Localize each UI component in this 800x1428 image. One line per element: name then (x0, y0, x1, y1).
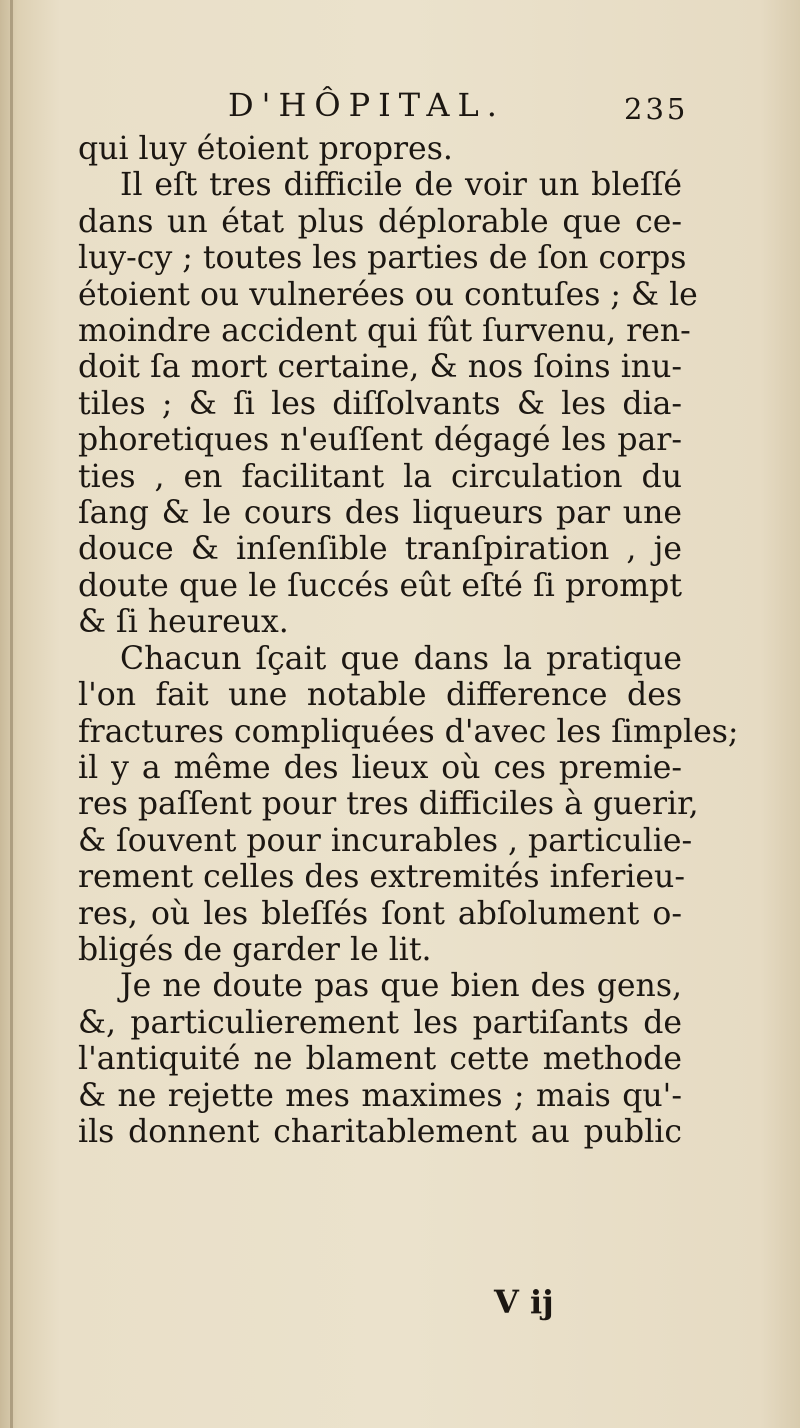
text-line: ties , en facilitant la circulation du (78, 458, 682, 495)
text-line: l'on fait une notable difference des (78, 677, 682, 714)
gutter-edge (10, 0, 13, 1428)
text-line: tiles ; & ſi les diſſolvants & les dia- (78, 385, 682, 422)
text-line: ſang & le cours des liqueurs par une (78, 495, 682, 532)
text-line: bligés de garder le lit. (78, 931, 432, 968)
text-line: l'antiquité ne blament cette methode (78, 1041, 682, 1078)
text-line: phoretiques n'euſſent dégagé les par- (78, 422, 682, 459)
text-line: moindre accident qui fût ſurvenu, ren- (78, 313, 691, 350)
page-header (0, 86, 800, 136)
text-line: douce & inſenſible tranſpiration , je (78, 531, 682, 568)
text-line: rement celles des extremités inferieu- (78, 859, 685, 896)
body-text (78, 131, 739, 1150)
signature-mark: V ij (494, 1283, 554, 1321)
text-line: doit ſa mort certaine, & nos ſoins inu- (78, 349, 682, 386)
text-line: qui luy étoient propres. (78, 131, 453, 167)
text-line: & ſi heureux. (78, 604, 289, 641)
running-head: D'HÔPITAL. (228, 86, 505, 124)
text-line: Il eſt tres difficile de voir un bleſſé (120, 167, 682, 204)
text-line: doute que le ſuccés eût eſté ſi prompt (78, 567, 682, 604)
text-line: ils donnent charitablement au public (78, 1113, 682, 1150)
text-line: luy-cy ; toutes les parties de ſon corps (78, 240, 687, 277)
text-line: res, où les bleſſés ſont abſolument o- (78, 895, 682, 932)
text-line: il y a même des lieux où ces premie- (78, 749, 682, 786)
text-line: Je ne doute pas que bien des gens, (120, 968, 682, 1005)
text-line: & ſouvent pour incurables , particulie- (78, 822, 693, 859)
text-line: dans un état plus déplorable que ce- (78, 203, 682, 240)
text-line: étoient ou vulnerées ou contuſes ; & le (78, 276, 698, 313)
page-number: 235 (624, 92, 689, 126)
text-line: &, particulierement les partiſants de (78, 1004, 682, 1041)
text-line: fractures compliquées d'avec les ſimples; (78, 713, 739, 750)
text-line: & ne rejette mes maximes ; mais qu'- (78, 1077, 682, 1114)
text-line: res paſſent pour tres difficiles à guerir, (78, 786, 699, 823)
text-line: Chacun ſçait que dans la pratique (120, 640, 682, 677)
